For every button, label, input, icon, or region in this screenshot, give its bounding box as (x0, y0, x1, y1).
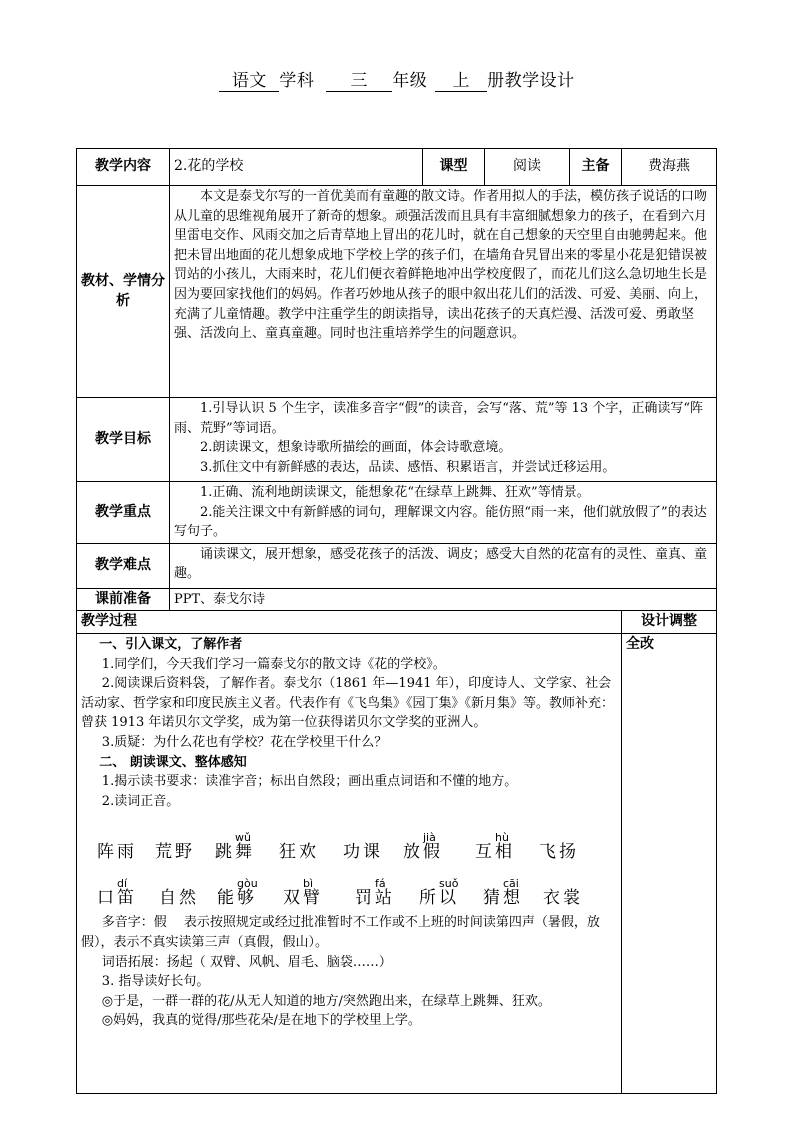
long-sentence-1: ◎于是，一群一群的花/从无人知道的地方/突然跑出来，在绿草上跳舞、狂欢。 (101, 993, 551, 1009)
difficulties-cell (170, 543, 717, 588)
vocab-word: 衣裳 (543, 888, 583, 909)
long-sentence-2: ◎妈妈，我真的觉得/那些花朵/是在地下的学校里上学。 (101, 1013, 421, 1029)
grade-suffix: 年级 (392, 71, 428, 91)
vocab-word: 阵雨 (97, 842, 137, 863)
vocab-word: 狂欢 (279, 842, 319, 863)
goal-item: 2.朗读课文，想象诗歌所描绘的画面，体会诗歌意境。 (200, 440, 512, 456)
type-label: 课型 (423, 149, 485, 186)
section-1-p2: 2.阅读课后资料袋，了解作者。泰戈尔（1861 年—1941 年），印度诗人、文学家、社会活动家、哲学家和印度民族主义者。代表作有《飞鸟集》《园丁集》《新月集》等。教师补充：曾获 1913 年诺贝尔文学奖，成为第一位获得诺贝尔文学奖的亚洲人。 (81, 676, 615, 731)
key-points-label: 教学重点 (77, 482, 170, 544)
vocab-word: 跳舞 wǔ (215, 831, 255, 863)
section-1-p1: 1.同学们，今天我们学习一篇泰戈尔的散文诗《花的学校》。 (101, 656, 446, 672)
vocab-word: 飞扬 (539, 842, 579, 863)
vocab-word: 功课 (343, 842, 383, 863)
lesson-plan-table (76, 148, 717, 1094)
key-point-item: 2.能关注课文中有新鲜感的词句，理解课文内容。能仿照“雨一来，他们就放假了”的表达写句子。 (174, 504, 707, 540)
vocab-word: 口笛 dí (97, 877, 137, 909)
vocab-word: 所以 suǒ (419, 877, 459, 909)
vocab-word: 互相 hù (475, 831, 515, 863)
difficulties-text: 诵读课文，展开想象，感受花孩子的活泼、调皮；感受大自然的花富有的灵性、童真、童趣。 (174, 546, 708, 582)
vocab-row-1 (97, 819, 617, 865)
pinyin-annotation: cāi (503, 877, 519, 891)
goal-item: 3.抓住文中有新鲜感的表达，品读、感悟、积累语言，并尝试迁移运用。 (200, 459, 616, 475)
pinyin-annotation: jià (423, 831, 436, 845)
goals-cell (170, 398, 717, 482)
prep-value: PPT、泰戈尔诗 (170, 588, 717, 611)
section-1-title: 一、引入课文，了解作者 (99, 636, 243, 652)
pinyin-annotation: suǒ (439, 877, 459, 891)
pinyin-annotation: fá (375, 877, 386, 891)
process-body (77, 633, 622, 1093)
vocab-word: 罚站 fá (355, 877, 395, 909)
type-value: 阅读 (485, 149, 570, 186)
vocab-word: 双臂 bì (283, 877, 323, 909)
adjust-label: 设计调整 (622, 611, 717, 634)
difficulties-label: 教学难点 (77, 543, 170, 588)
grade-value: 三 (326, 66, 392, 92)
subject-value: 语文 (219, 66, 279, 92)
lead-label: 主备 (570, 149, 622, 186)
section-2-title: 二、 朗读课文、整体感知 (99, 754, 247, 770)
row-lesson-info (77, 149, 717, 186)
row-process-header (77, 611, 717, 634)
key-points-cell (170, 482, 717, 544)
row-difficulties (77, 543, 717, 588)
subject-suffix: 学科 (279, 71, 315, 91)
volume-value: 上 (435, 66, 487, 92)
goals-label: 教学目标 (77, 398, 170, 482)
pinyin-annotation: hù (495, 831, 509, 845)
document-title (0, 66, 794, 92)
vocab-word: 能够 gòu (217, 877, 258, 909)
vocab-grid (97, 819, 617, 911)
vocab-word: 猜想 cāi (483, 877, 523, 909)
pinyin-annotation: bì (303, 877, 314, 891)
section-1-p3: 3.质疑：为什么花也有学校？花在学校里干什么？ (101, 734, 388, 750)
vocab-word: 荒野 (155, 842, 195, 863)
process-label: 教学过程 (77, 611, 622, 634)
analysis-label: 教材、学情分析 (77, 186, 170, 398)
polyphone-note: 多音字：假 表示按照规定或经过批准暂时不工作或不上班的时间读第四声（暑假，放假），表示不真实读第三声（真假，假山）。 (81, 915, 600, 950)
row-prep (77, 588, 717, 611)
volume-suffix: 册教学设计 (487, 71, 575, 91)
analysis-text: 本文是泰戈尔写的一首优美而有童趣的散文诗。作者用拟人的手法，模仿孩子说话的口吻从儿童的思维视角展开了新奇的想象。顽强活泼而且具有丰富细腻想象力的孩子，在看到六月里雷电交作、风雨交加之后青草地上冒出的花儿时，就在自己想象的天空里自由驰骋起来。他把未冒出地面的花儿想象成地下学校上学的孩子们，在墙角旮旯冒出来的零星小花是犯错误被罚站的小孩儿，大雨来时，花儿们便衣着鲜艳地冲出学校度假了，而花儿们这么急切地生长是因为要回家找他们的妈妈。作者巧妙地从孩子的眼中叙出花儿们的活泼、可爱、美丽、向上，充满了儿童情趣。教学中注重学生的朗读指导，读出花孩子的天真烂漫、活泼可爱、勇敢坚强、活泼向上、童真童趣。同时也注重培养学生的问题意识。 (174, 189, 708, 342)
prep-label: 课前准备 (77, 588, 170, 611)
adjust-value: 全改 (622, 633, 717, 1093)
content-label: 教学内容 (77, 149, 170, 186)
key-point-item: 1.正确、流利地朗读课文，能想象花“在绿草上跳舞、狂欢”等情景。 (200, 485, 590, 500)
lead-value: 费海燕 (622, 149, 717, 186)
section-2-p1: 1.揭示读书要求：读准字音；标出自然段；画出重点词语和不懂的地方。 (101, 774, 518, 790)
vocab-word: 自然 (159, 888, 199, 909)
vocab-word: 放假 jià (403, 831, 443, 863)
row-key-points (77, 482, 717, 544)
row-process-body (77, 633, 717, 1093)
row-analysis (77, 186, 717, 398)
content-value: 2.花的学校 (170, 149, 423, 186)
section-2-p3: 3. 指导读好长句。 (101, 974, 210, 990)
pinyin-annotation: wǔ (235, 831, 251, 845)
section-2-p2: 2.读词正音。 (101, 793, 180, 809)
vocab-row-2 (97, 865, 617, 911)
word-extension: 词语拓展：扬起（ 双臂、风帆、眉毛、脑袋……） (101, 954, 392, 970)
row-goals (77, 398, 717, 482)
goal-item: 1.引导认识 5 个生字，读准多音字“假”的读音，会写“落、荒”等 13 个字，正确读写“阵雨、荒野”等词语。 (174, 401, 703, 436)
pinyin-annotation: dí (117, 877, 128, 891)
analysis-cell (170, 186, 717, 398)
pinyin-annotation: gòu (237, 877, 258, 891)
